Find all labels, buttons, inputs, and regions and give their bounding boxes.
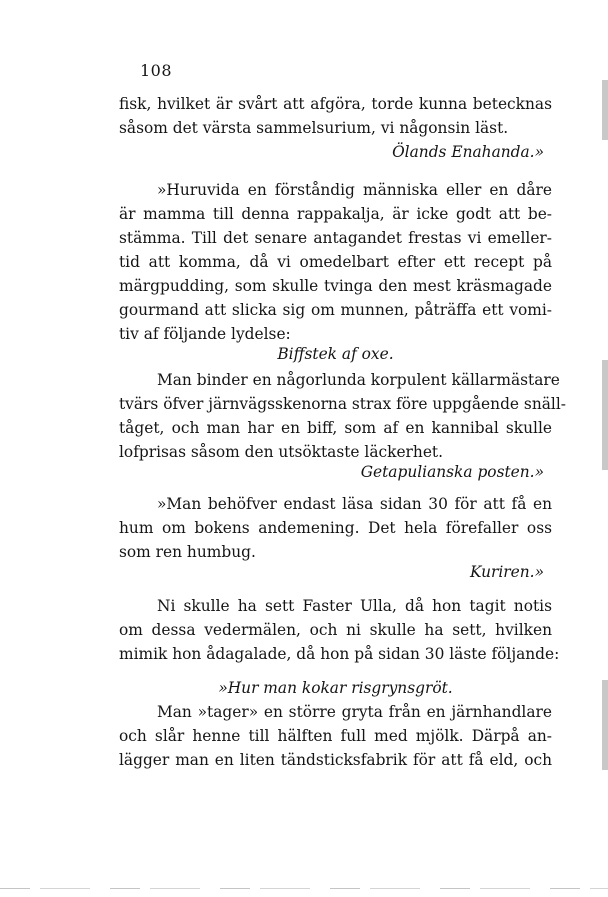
- text-line: »Man behöfver endast läsa sidan 30 för att få en: [157, 495, 552, 513]
- text-line: tid att komma, då vi omedelbart efter ett recept på: [119, 253, 552, 271]
- text-line: gourmand att slicka sig om munnen, påträffa ett vomi-: [119, 301, 552, 319]
- text-line: är mamma till denna rappakalja, är icke godt att be-: [119, 205, 552, 223]
- text-line: hum om bokens andemening. Det hela förefaller oss: [119, 519, 552, 537]
- text-line: och slår henne till hälften full med mjölk. Därpå an-: [119, 727, 552, 745]
- text-line: om dessa vedermälen, och ni skulle ha sett, hvilken: [119, 621, 552, 639]
- scan-edge-mark: [602, 680, 608, 770]
- text-line: som ren humbug.: [119, 543, 256, 561]
- text-line: lofprisas såsom den utsöktaste läckerhet.: [119, 443, 444, 461]
- source-signature: Getapulianska posten.»: [360, 463, 544, 481]
- text-line: tvärs öfver järnvägsskenorna strax före uppgående snäll-: [119, 395, 566, 413]
- text-line: stämma. Till det senare antagandet frestas vi emeller-: [119, 229, 552, 247]
- text-line: fisk, hvilket är svårt att afgöra, torde kunna betecknas: [119, 95, 552, 113]
- text-line: tåget, och man har en biff, som af en kannibal skulle: [119, 419, 552, 437]
- text-line: såsom det värsta sammelsurium, vi någonsin läst.: [119, 119, 509, 137]
- text-line: »Huruvida en förståndig människa eller en dåre: [157, 181, 552, 199]
- text-line: tiv af följande lydelse:: [119, 325, 291, 343]
- text-line: Man binder en någorlunda korpulent källarmästare: [157, 371, 560, 389]
- recipe-heading: »Hur man kokar risgrynsgröt.: [218, 679, 453, 697]
- text-line: mimik hon ådagalade, då hon på sidan 30 läste följande:: [119, 645, 560, 663]
- text-line: lägger man en liten tändsticksfabrik för att få eld, och: [119, 751, 552, 769]
- source-signature: Ölands Enahanda.»: [392, 143, 544, 161]
- page-number: 108: [140, 61, 173, 80]
- source-signature: Kuriren.»: [469, 563, 544, 581]
- recipe-heading: Biffstek af oxe.: [277, 345, 394, 363]
- scan-bottom-rule: [0, 888, 608, 889]
- scan-edge-mark: [602, 360, 608, 470]
- text-line: märgpudding, som skulle tvinga den mest kräsmagade: [119, 277, 552, 295]
- text-line: Man »tager» en större gryta från en järnhandlare: [157, 703, 552, 721]
- scan-edge-mark: [602, 80, 608, 140]
- text-line: Ni skulle ha sett Faster Ulla, då hon tagit notis: [157, 597, 552, 615]
